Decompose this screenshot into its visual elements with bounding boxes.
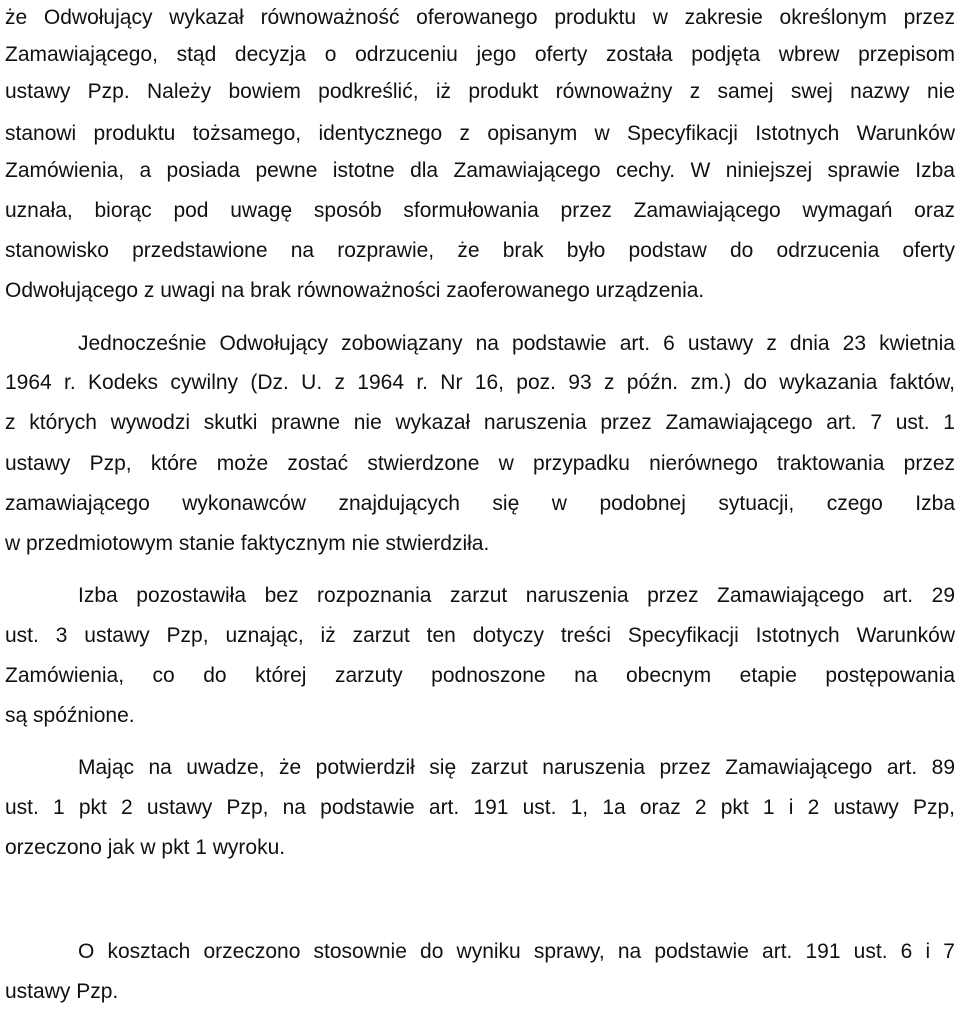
text-line: Jednocześnie Odwołujący zobowiązany na podstawie art. 6 ustawy z dnia 23 kwietnia [78,332,955,355]
text-line: Zamówienia, a posiada pewne istotne dla Zamawiającego cechy. W niniejszej sprawie Izba [5,159,955,182]
text-line: Zamawiającego, stąd decyzja o odrzuceniu jego oferty została podjęta wbrew przepisom [5,43,955,66]
text-line: orzeczono jak w pkt 1 wyroku. [5,836,286,859]
text-line: Odwołującego z uwagi na brak równoważności zaoferowanego urządzenia. [5,279,705,302]
text-line: ustawy Pzp. [5,980,119,1003]
text-line: z których wywodzi skutki prawne nie wykazał naruszenia przez Zamawiającego art. 7 ust. 1 [5,411,955,434]
text-line: 1964 r. Kodeks cywilny (Dz. U. z 1964 r. Nr 16, poz. 93 z późn. zm.) do wykazania faktów, [5,371,955,394]
text-line: że Odwołujący wykazał równoważność oferowanego produktu w zakresie określonym przez [5,6,955,29]
text-line: ustawy Pzp, które może zostać stwierdzone w przypadku nierównego traktowania przez [5,452,955,475]
text-line: w przedmiotowym stanie faktycznym nie stwierdziła. [5,532,490,555]
text-line: uznała, biorąc pod uwagę sposób sformułowania przez Zamawiającego wymagań oraz [5,199,955,222]
text-line: ustawy Pzp. Należy bowiem podkreślić, iż produkt równoważny z samej swej nazwy nie [5,80,955,103]
text-line: Zamówienia, co do której zarzuty podnoszone na obecnym etapie postępowania [5,664,955,687]
text-line: Izba pozostawiła bez rozpoznania zarzut naruszenia przez Zamawiającego art. 29 [78,584,955,607]
text-line: zamawiającego wykonawców znajdujących się w podobnej sytuacji, czego Izba [5,492,955,515]
text-line: stanowisko przedstawione na rozprawie, że brak było podstaw do odrzucenia oferty [5,239,955,262]
text-line: ust. 1 pkt 2 ustawy Pzp, na podstawie art. 191 ust. 1, 1a oraz 2 pkt 1 i 2 ustawy Pzp, [5,796,955,819]
text-line: Mając na uwadze, że potwierdził się zarzut naruszenia przez Zamawiającego art. 89 [78,756,955,779]
text-line: są spóźnione. [5,704,135,727]
text-line: ust. 3 ustawy Pzp, uznając, iż zarzut ten dotyczy treści Specyfikacji Istotnych Warunków [5,624,955,647]
text-line: stanowi produktu tożsamego, identycznego z opisanym w Specyfikacji Istotnych Warunków [5,122,955,145]
text-line: O kosztach orzeczono stosownie do wyniku sprawy, na podstawie art. 191 ust. 6 i 7 [78,940,955,963]
